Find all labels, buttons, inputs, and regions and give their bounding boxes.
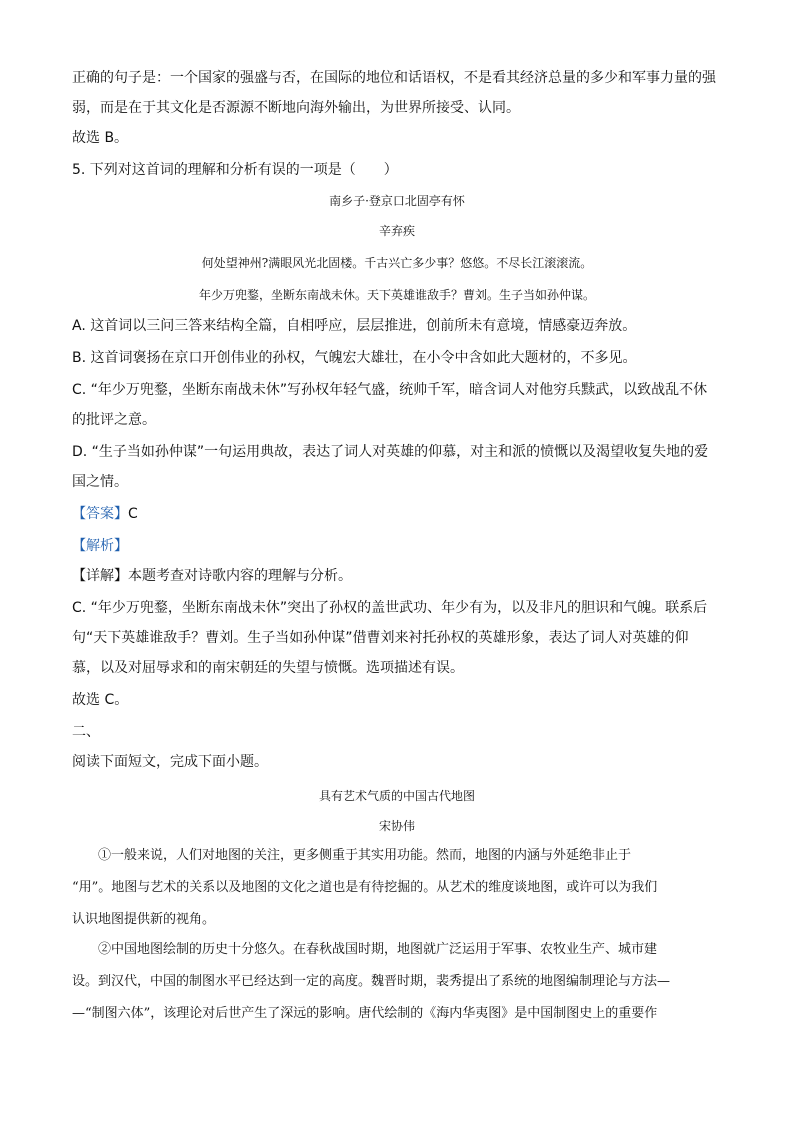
explanation-line: 句“天下英雄谁敌手？曹刘。生子当如孙仲谋”借曹刘来衬托孙权的英雄形象，表达了词人对英雄的仰 bbox=[72, 630, 689, 646]
article-title: 具有艺术气质的中国古代地图 bbox=[318, 789, 475, 803]
option-c-cont: 的批评之意。 bbox=[72, 412, 156, 428]
answer-tag: 【答案】 bbox=[72, 506, 128, 522]
answer-value: C bbox=[128, 506, 138, 522]
option-c: C. “年少万兜鍪，坐断东南战未休”写孙权年轻气盛，统帅千军，暗含词人对他穷兵黩武，以致战乱不休 bbox=[72, 382, 708, 398]
instruction: 阅读下面短文，完成下面小题。 bbox=[72, 754, 268, 770]
option-d-cont: 国之情。 bbox=[72, 474, 128, 490]
poem-title: 南乡子·登京口北固亭有怀 bbox=[329, 194, 465, 208]
explanation-line: 慕，以及对屈辱求和的南宋朝廷的失望与愤慨。选项描述有误。 bbox=[72, 660, 464, 676]
text-line: 弱，而是在于其文化是否源源不断地向海外输出，为世界所接受、认同。 bbox=[72, 100, 520, 116]
poem-line: 年少万兜鍪，坐断东南战未休。天下英雄谁敌手？曹刘。生子当如孙仲谋。 bbox=[198, 288, 595, 302]
detail-text: 本题考查对诗歌内容的理解与分析。 bbox=[128, 568, 352, 584]
answer-line bbox=[72, 504, 138, 524]
paragraph-1-cont: “用”。地图与艺术的关系以及地图的文化之道也是有待挖掘的。从艺术的维度谈地图，或许可以为我们 bbox=[72, 880, 658, 895]
paragraph-2-cont: —“制图六体”，该理论对后世产生了深远的影响。唐代绘制的《海内华夷图》是中国制图史上的重要作 bbox=[72, 1006, 658, 1021]
text-line: 故选 B。 bbox=[72, 130, 129, 146]
paragraph-2: ②中国地图绘制的历史十分悠久。在春秋战国时期，地图就广泛运用于军事、农牧业生产、城市建 bbox=[98, 942, 658, 957]
explanation-line: 故选 C。 bbox=[72, 692, 129, 708]
option-d: D. “生子当如孙仲谋”一句运用典故，表达了词人对英雄的仰慕，对主和派的愤慨以及渴望收复失地的爱 bbox=[72, 444, 709, 460]
poem-author: 辛弃疾 bbox=[378, 224, 415, 238]
text-line: 正确的句子是：一个国家的强盛与否，在国际的地位和话语权，不是看其经济总量的多少和军事力量的强 bbox=[72, 70, 716, 86]
paragraph-1-cont: 认识地图提供新的视角。 bbox=[72, 912, 216, 927]
detail-tag: 【详解】 bbox=[72, 568, 128, 584]
detail-line bbox=[72, 566, 352, 586]
poem-line: 何处望神州?满眼风光北固楼。千古兴亡多少事？悠悠。不尽长江滚滚流。 bbox=[201, 256, 593, 270]
option-a: A. 这首词以三问三答来结构全篇，自相呼应，层层推进，创前所未有意境，情感豪迈奔放。 bbox=[72, 318, 637, 334]
option-b: B. 这首词褒扬在京口开创伟业的孙权，气魄宏大雄壮，在小令中含如此大题材的，不多见。 bbox=[72, 350, 637, 366]
paragraph-2-cont: 设。到汉代，中国的制图水平已经达到一定的高度。魏晋时期，裴秀提出了系统的地图编制理论与方法— bbox=[72, 974, 671, 989]
question-5: 5. 下列对这首词的理解和分析有误的一项是（ ） bbox=[72, 162, 398, 178]
paragraph-1: ①一般来说，人们对地图的关注，更多侧重于其实用功能。然而，地图的内涵与外延绝非止于 bbox=[98, 848, 632, 863]
explanation-line: C. “年少万兜鍪，坐断东南战未休”突出了孙权的盖世武功、年少有为，以及非凡的胆识和气魄。联系后 bbox=[72, 600, 708, 616]
section-heading: 二、 bbox=[72, 724, 100, 740]
article-author: 宋协伟 bbox=[378, 819, 415, 833]
analysis-tag: 【解析】 bbox=[72, 538, 128, 554]
